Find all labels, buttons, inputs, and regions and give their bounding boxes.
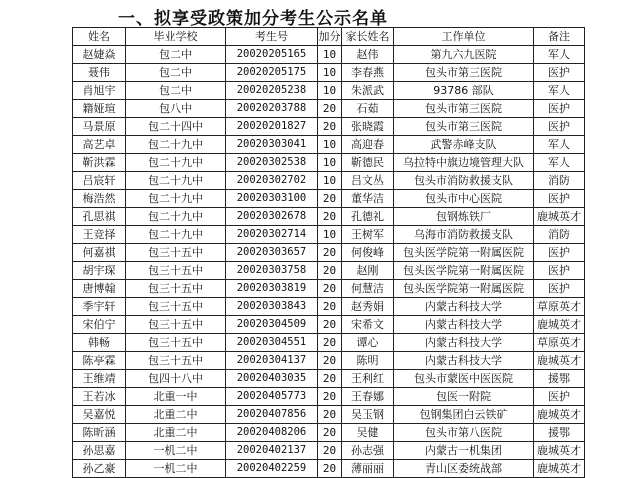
cell-remarks: 鹿城英才 (534, 406, 585, 424)
header-remarks: 备注 (534, 28, 585, 46)
cell-name: 孙思嘉 (73, 442, 126, 460)
cell-parent-name: 董华洁 (342, 190, 394, 208)
cell-name: 唐博翰 (73, 280, 126, 298)
header-bonus: 加分 (318, 28, 342, 46)
cell-work-unit: 乌拉特中旗边境管理大队 (394, 154, 534, 172)
document-title: 一、拟享受政策加分考生公示名单 (118, 9, 388, 29)
cell-name: 何嘉祺 (73, 244, 126, 262)
cell-exam-number: 20020303819 (226, 280, 318, 298)
cell-name: 季宇轩 (73, 298, 126, 316)
cell-exam-number: 20020403035 (226, 370, 318, 388)
cell-exam-number: 20020304137 (226, 352, 318, 370)
cell-bonus: 20 (318, 118, 342, 136)
cell-bonus: 20 (318, 262, 342, 280)
cell-remarks: 医护 (534, 262, 585, 280)
cell-work-unit: 内蒙古科技大学 (394, 316, 534, 334)
cell-bonus: 20 (318, 406, 342, 424)
cell-name: 靳洪霖 (73, 154, 126, 172)
cell-name: 孙乙豪 (73, 460, 126, 478)
cell-name: 马景原 (73, 118, 126, 136)
table-row (73, 100, 585, 118)
table-row (73, 352, 585, 370)
cell-parent-name: 谭心 (342, 334, 394, 352)
cell-school: 包二中 (126, 64, 226, 82)
cell-bonus: 20 (318, 442, 342, 460)
cell-parent-name: 王树军 (342, 226, 394, 244)
cell-work-unit: 内蒙古一机集团 (394, 442, 534, 460)
cell-work-unit: 包头医学院第一附属医院 (394, 262, 534, 280)
table-row (73, 424, 585, 442)
cell-parent-name: 赵伟 (342, 46, 394, 64)
cell-school: 包三十五中 (126, 280, 226, 298)
cell-name: 聂伟 (73, 64, 126, 82)
cell-name: 高艺卓 (73, 136, 126, 154)
cell-school: 包二十九中 (126, 208, 226, 226)
cell-parent-name: 张晓霞 (342, 118, 394, 136)
cell-work-unit: 内蒙古科技大学 (394, 352, 534, 370)
header-school: 毕业学校 (126, 28, 226, 46)
cell-exam-number: 20020205238 (226, 82, 318, 100)
table-row (73, 316, 585, 334)
cell-bonus: 10 (318, 82, 342, 100)
cell-bonus: 10 (318, 226, 342, 244)
cell-exam-number: 20020303843 (226, 298, 318, 316)
cell-school: 包四十八中 (126, 370, 226, 388)
cell-parent-name: 薄丽丽 (342, 460, 394, 478)
cell-school: 包三十五中 (126, 316, 226, 334)
cell-bonus: 10 (318, 136, 342, 154)
cell-school: 北重一中 (126, 388, 226, 406)
cell-remarks: 医护 (534, 118, 585, 136)
cell-parent-name: 赵秀娟 (342, 298, 394, 316)
cell-remarks: 军人 (534, 154, 585, 172)
cell-bonus: 10 (318, 172, 342, 190)
cell-school: 包三十五中 (126, 262, 226, 280)
cell-school: 包三十五中 (126, 298, 226, 316)
table-row (73, 118, 585, 136)
cell-bonus: 20 (318, 190, 342, 208)
cell-parent-name: 宋希文 (342, 316, 394, 334)
cell-remarks: 鹿城英才 (534, 442, 585, 460)
cell-exam-number: 20020407856 (226, 406, 318, 424)
cell-bonus: 10 (318, 64, 342, 82)
cell-work-unit: 包头市第八医院 (394, 424, 534, 442)
table-row (73, 370, 585, 388)
cell-remarks: 鹿城英才 (534, 316, 585, 334)
table-row (73, 82, 585, 100)
table-row (73, 136, 585, 154)
cell-school: 包二十九中 (126, 190, 226, 208)
cell-exam-number: 20020303657 (226, 244, 318, 262)
cell-work-unit: 第九六九医院 (394, 46, 534, 64)
cell-exam-number: 20020303041 (226, 136, 318, 154)
table-row (73, 244, 585, 262)
table-row (73, 64, 585, 82)
cell-parent-name: 吴健 (342, 424, 394, 442)
cell-remarks: 鹿城英才 (534, 208, 585, 226)
cell-work-unit: 内蒙古科技大学 (394, 334, 534, 352)
table-row (73, 334, 585, 352)
cell-parent-name: 高迎春 (342, 136, 394, 154)
cell-work-unit: 包头市第三医院 (394, 64, 534, 82)
cell-work-unit: 93786 部队 (394, 82, 534, 100)
cell-remarks: 消防 (534, 226, 585, 244)
cell-bonus: 20 (318, 298, 342, 316)
cell-school: 包三十五中 (126, 244, 226, 262)
cell-remarks: 消防 (534, 172, 585, 190)
table-row (73, 172, 585, 190)
cell-work-unit: 青山区委统战部 (394, 460, 534, 478)
cell-bonus: 20 (318, 280, 342, 298)
table-row (73, 298, 585, 316)
table-row (73, 406, 585, 424)
roster-body (73, 46, 585, 478)
cell-work-unit: 包医一附院 (394, 388, 534, 406)
cell-bonus: 20 (318, 244, 342, 262)
cell-school: 包二十九中 (126, 154, 226, 172)
cell-work-unit: 包头市中心医院 (394, 190, 534, 208)
cell-school: 北重二中 (126, 424, 226, 442)
cell-remarks: 医护 (534, 280, 585, 298)
cell-exam-number: 20020304509 (226, 316, 318, 334)
cell-name: 陈昕涵 (73, 424, 126, 442)
header-work-unit: 工作单位 (394, 28, 534, 46)
cell-school: 包八中 (126, 100, 226, 118)
cell-work-unit: 包头市蒙医中医医院 (394, 370, 534, 388)
cell-parent-name: 李春燕 (342, 64, 394, 82)
roster-table (72, 27, 585, 478)
cell-remarks: 军人 (534, 82, 585, 100)
cell-exam-number: 20020203788 (226, 100, 318, 118)
cell-name: 王维靖 (73, 370, 126, 388)
cell-school: 包二中 (126, 46, 226, 64)
cell-bonus: 20 (318, 208, 342, 226)
cell-remarks: 鹿城英才 (534, 352, 585, 370)
cell-parent-name: 王利红 (342, 370, 394, 388)
cell-parent-name: 何俊峰 (342, 244, 394, 262)
cell-school: 包二十九中 (126, 136, 226, 154)
cell-bonus: 20 (318, 334, 342, 352)
cell-work-unit: 包头市第三医院 (394, 100, 534, 118)
table-row (73, 208, 585, 226)
cell-exam-number: 20020201827 (226, 118, 318, 136)
cell-school: 北重二中 (126, 406, 226, 424)
cell-exam-number: 20020303100 (226, 190, 318, 208)
cell-name: 陈亭霖 (73, 352, 126, 370)
cell-school: 包三十五中 (126, 352, 226, 370)
cell-name: 籍娅瑄 (73, 100, 126, 118)
table-row (73, 388, 585, 406)
cell-exam-number: 20020302702 (226, 172, 318, 190)
cell-remarks: 医护 (534, 388, 585, 406)
cell-exam-number: 20020302538 (226, 154, 318, 172)
cell-bonus: 20 (318, 352, 342, 370)
cell-exam-number: 20020405773 (226, 388, 318, 406)
cell-work-unit: 包头市消防救援支队 (394, 172, 534, 190)
table-row (73, 262, 585, 280)
cell-work-unit: 包钢集团白云铁矿 (394, 406, 534, 424)
cell-name: 韩畅 (73, 334, 126, 352)
cell-work-unit: 包头市第三医院 (394, 118, 534, 136)
cell-parent-name: 朱派武 (342, 82, 394, 100)
cell-remarks: 军人 (534, 136, 585, 154)
table-row (73, 460, 585, 478)
header-row (73, 28, 585, 46)
cell-name: 吕宸轩 (73, 172, 126, 190)
cell-name: 王竞择 (73, 226, 126, 244)
cell-school: 包二十九中 (126, 172, 226, 190)
cell-parent-name: 吴玉钢 (342, 406, 394, 424)
table-row (73, 154, 585, 172)
cell-remarks: 军人 (534, 46, 585, 64)
cell-school: 包二中 (126, 82, 226, 100)
cell-name: 赵婕焱 (73, 46, 126, 64)
table-row (73, 190, 585, 208)
cell-school: 包二十四中 (126, 118, 226, 136)
cell-exam-number: 20020302714 (226, 226, 318, 244)
table-row (73, 226, 585, 244)
cell-exam-number: 20020402137 (226, 442, 318, 460)
cell-remarks: 医护 (534, 64, 585, 82)
cell-bonus: 20 (318, 424, 342, 442)
cell-remarks: 医护 (534, 244, 585, 262)
cell-remarks: 医护 (534, 100, 585, 118)
cell-bonus: 20 (318, 370, 342, 388)
table-row (73, 280, 585, 298)
cell-bonus: 20 (318, 388, 342, 406)
cell-exam-number: 20020205175 (226, 64, 318, 82)
cell-parent-name: 吕文丛 (342, 172, 394, 190)
cell-work-unit: 包钢炼铁厂 (394, 208, 534, 226)
cell-parent-name: 赵刚 (342, 262, 394, 280)
cell-bonus: 10 (318, 46, 342, 64)
cell-remarks: 鹿城英才 (534, 460, 585, 478)
cell-remarks: 草原英才 (534, 298, 585, 316)
cell-bonus: 10 (318, 154, 342, 172)
cell-bonus: 20 (318, 460, 342, 478)
cell-exam-number: 20020302678 (226, 208, 318, 226)
table-row (73, 442, 585, 460)
cell-school: 包三十五中 (126, 334, 226, 352)
header-parent-name: 家长姓名 (342, 28, 394, 46)
cell-exam-number: 20020408206 (226, 424, 318, 442)
cell-parent-name: 何慧洁 (342, 280, 394, 298)
cell-parent-name: 陈明 (342, 352, 394, 370)
cell-school: 包二十九中 (126, 226, 226, 244)
cell-remarks: 援鄂 (534, 370, 585, 388)
cell-name: 胡宇琛 (73, 262, 126, 280)
table-row (73, 46, 585, 64)
cell-exam-number: 20020304551 (226, 334, 318, 352)
cell-name: 孔思祺 (73, 208, 126, 226)
cell-school: 一机二中 (126, 460, 226, 478)
cell-bonus: 20 (318, 316, 342, 334)
cell-parent-name: 孔德礼 (342, 208, 394, 226)
cell-exam-number: 20020303758 (226, 262, 318, 280)
cell-parent-name: 靳德民 (342, 154, 394, 172)
cell-school: 一机二中 (126, 442, 226, 460)
cell-exam-number: 20020402259 (226, 460, 318, 478)
cell-name: 肖旭宇 (73, 82, 126, 100)
cell-name: 王若冰 (73, 388, 126, 406)
cell-work-unit: 包头医学院第一附属医院 (394, 244, 534, 262)
cell-parent-name: 孙志强 (342, 442, 394, 460)
cell-work-unit: 内蒙古科技大学 (394, 298, 534, 316)
cell-remarks: 草原英才 (534, 334, 585, 352)
cell-parent-name: 王春娜 (342, 388, 394, 406)
cell-parent-name: 石茹 (342, 100, 394, 118)
cell-name: 吴嘉悦 (73, 406, 126, 424)
header-exam-number: 考生号 (226, 28, 318, 46)
cell-remarks: 医护 (534, 190, 585, 208)
cell-work-unit: 包头医学院第一附属医院 (394, 280, 534, 298)
header-name: 姓名 (73, 28, 126, 46)
cell-remarks: 援鄂 (534, 424, 585, 442)
cell-name: 宋伯宁 (73, 316, 126, 334)
cell-name: 梅浩然 (73, 190, 126, 208)
cell-work-unit: 武警赤峰支队 (394, 136, 534, 154)
cell-bonus: 20 (318, 100, 342, 118)
cell-work-unit: 乌海市消防救援支队 (394, 226, 534, 244)
cell-exam-number: 20020205165 (226, 46, 318, 64)
